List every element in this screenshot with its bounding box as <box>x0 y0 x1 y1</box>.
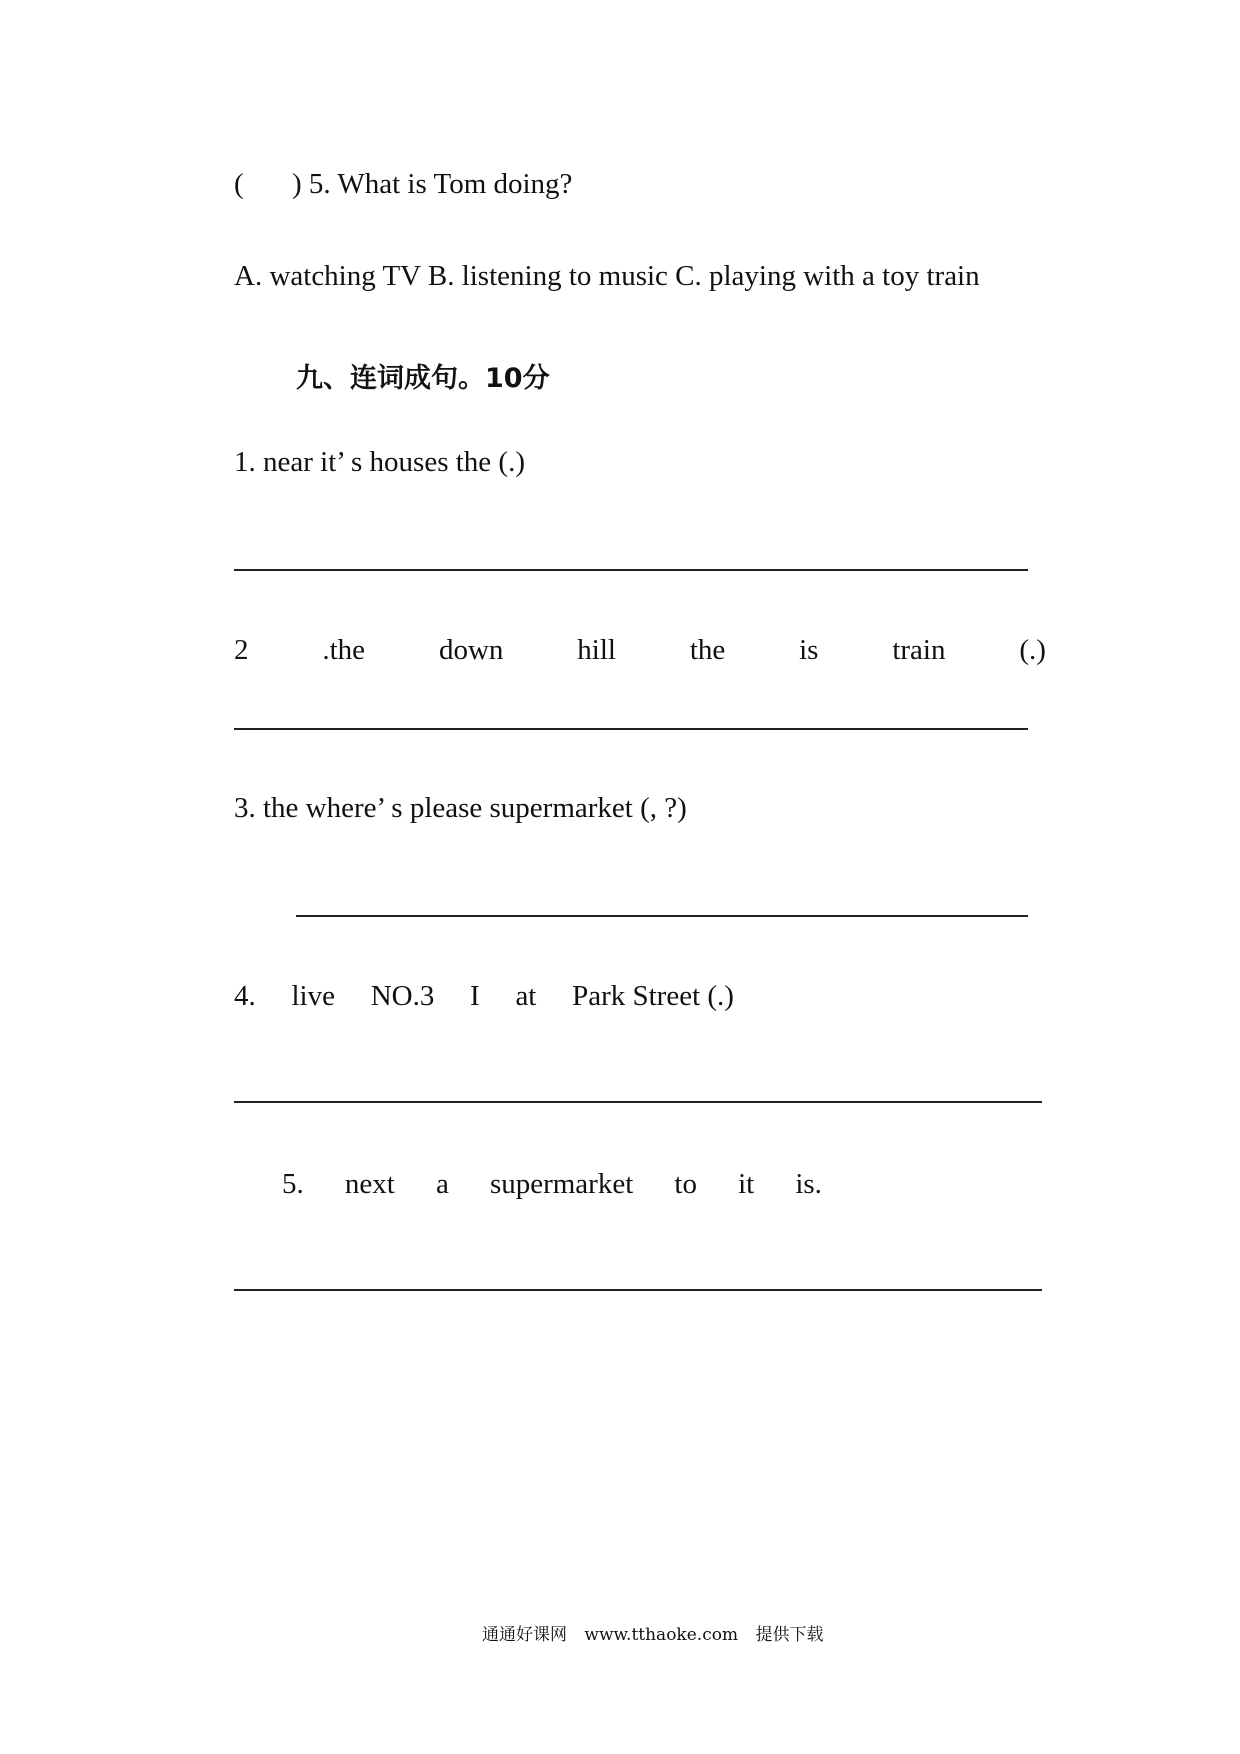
footer-site-name: 通通好课网 <box>482 1625 567 1645</box>
item-5-prompt <box>282 1170 822 1199</box>
item-2-word: train <box>892 634 946 666</box>
item-2-word: hill <box>577 634 616 666</box>
item-4-word: live <box>291 980 335 1012</box>
item-5-word: it <box>738 1168 755 1200</box>
answer-paren-open: ( <box>234 168 244 200</box>
item-5-word: 5. <box>282 1168 304 1200</box>
item-4-word: I <box>470 980 480 1012</box>
item-5-word: is. <box>795 1168 822 1200</box>
item-2-prompt <box>234 636 1046 665</box>
item-5-word: to <box>674 1168 697 1200</box>
question-5-text: ) 5. What is Tom doing? <box>292 168 573 200</box>
item-2-word: (.) <box>1019 634 1046 666</box>
item-5-word: a <box>435 1168 449 1200</box>
item-4-word: Park Street (.) <box>572 980 734 1012</box>
item-5-word: next <box>344 1168 395 1200</box>
item-2-word: down <box>438 634 504 666</box>
item-4-word: at <box>515 980 537 1012</box>
item-2-answer-line <box>234 728 1028 730</box>
item-4-word: 4. <box>234 980 256 1012</box>
item-4-word: NO.3 <box>370 980 435 1012</box>
item-2-word: 2 <box>234 634 249 666</box>
item-5-word: supermarket <box>489 1168 634 1200</box>
item-3-prompt: 3. the where’ s please supermarket (, ?) <box>234 792 687 824</box>
item-1-prompt: 1. near it’ s houses the (.) <box>234 446 525 478</box>
footer-note: 提供下载 <box>755 1625 824 1645</box>
item-1-answer-line <box>234 569 1028 571</box>
section-heading: 九、连词成句。10分 <box>296 363 550 394</box>
item-2-word: the <box>689 634 726 666</box>
question-5-options: A. watching TV B. listening to music C. playing with a toy train <box>234 260 980 292</box>
page-footer <box>482 1620 835 1645</box>
item-4-prompt <box>234 982 734 1011</box>
item-2-word: .the <box>322 634 366 666</box>
footer-url[interactable]: www.tthaoke.com <box>584 1625 739 1645</box>
item-2-word: is <box>799 634 819 666</box>
item-3-answer-line <box>296 915 1028 917</box>
item-5-answer-line <box>234 1289 1042 1291</box>
item-4-answer-line <box>234 1101 1042 1103</box>
